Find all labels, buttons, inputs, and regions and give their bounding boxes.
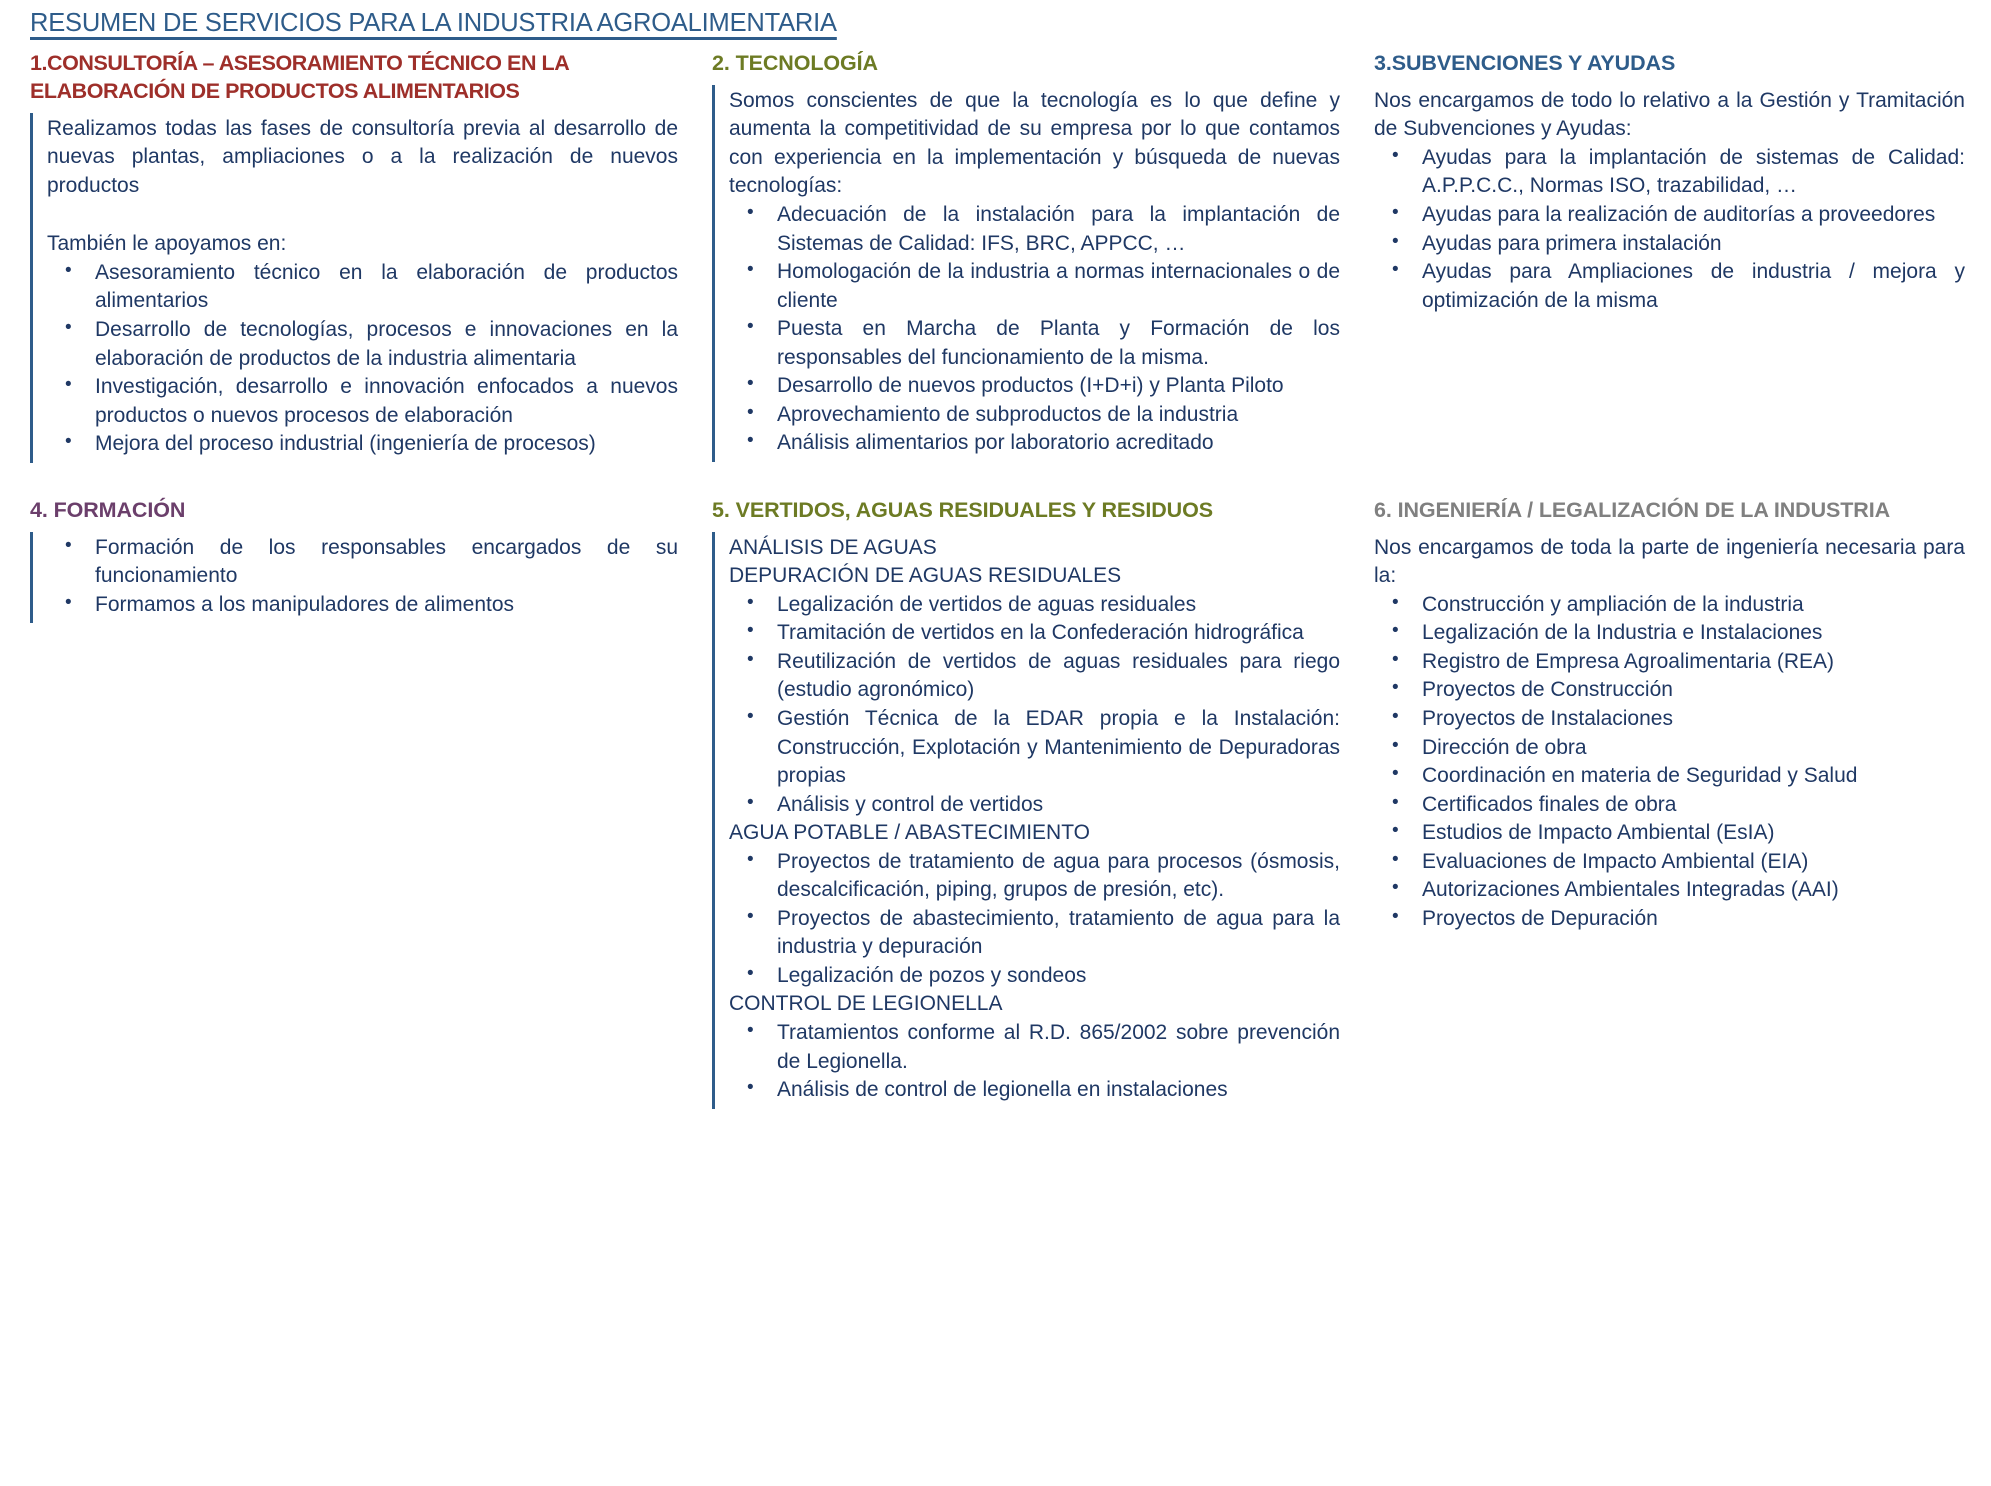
list-item: • Formación de los responsables encargados de su funcionamiento bbox=[47, 534, 678, 591]
list-item: • Certificados finales de obra bbox=[1374, 791, 1965, 820]
section-vertidos-body bbox=[712, 532, 1340, 1109]
list-item: • Proyectos de Depuración bbox=[1374, 905, 1965, 934]
section-vertidos-heading: 5. VERTIDOS, AGUAS RESIDUALES Y RESIDUOS bbox=[712, 497, 1213, 522]
list-item: • Legalización de la Industria e Instalaciones bbox=[1374, 619, 1965, 648]
section-tecnologia-list bbox=[729, 201, 1340, 458]
list-item: • Coordinación en materia de Seguridad y Salud bbox=[1374, 762, 1965, 791]
section-subvenciones-heading: 3.SUBVENCIONES Y AYUDAS bbox=[1374, 50, 1676, 75]
section-consultoria-leadin: También le apoyamos en: bbox=[47, 232, 287, 256]
list-item: • Gestión Técnica de la EDAR propia e la Instalación: Construcción, Explotación y Mantenimiento de Depuradoras propias bbox=[729, 705, 1340, 791]
list-item: • Análisis alimentarios por laboratorio acreditado bbox=[729, 429, 1340, 458]
list-item: • Dirección de obra bbox=[1374, 734, 1965, 763]
section-consultoria-body bbox=[30, 113, 678, 463]
section-subvenciones-body bbox=[1374, 85, 1965, 319]
list-item: • Puesta en Marcha de Planta y Formación de los responsables del funcionamiento de la misma. bbox=[729, 315, 1340, 372]
list-item: • Tratamientos conforme al R.D. 865/2002 sobre prevención de Legionella. bbox=[729, 1019, 1340, 1076]
section-formacion bbox=[30, 497, 696, 624]
list-item: • Evaluaciones de Impacto Ambiental (EIA) bbox=[1374, 848, 1965, 877]
section-vertidos-list-depuracion bbox=[729, 591, 1340, 819]
section-ingenieria-body bbox=[1374, 532, 1965, 938]
section-tecnologia-intro: Somos conscientes de que la tecnología es lo que define y aumenta la competitividad de su empresa por lo que contamos con experiencia en la implementación y búsqueda de nuevas tecnologías: bbox=[729, 88, 1340, 198]
section-tecnologia-body bbox=[712, 85, 1340, 462]
section-formacion-list bbox=[47, 534, 678, 620]
list-item: • Proyectos de Instalaciones bbox=[1374, 705, 1965, 734]
list-item: • Ayudas para Ampliaciones de industria / mejora y optimización de la misma bbox=[1374, 258, 1965, 315]
subheading-agua-potable: AGUA POTABLE / ABASTECIMIENTO bbox=[729, 821, 1090, 845]
section-vertidos bbox=[696, 497, 1356, 1109]
section-vertidos-list-legionella bbox=[729, 1019, 1340, 1105]
subheading-control-legionella: CONTROL DE LEGIONELLA bbox=[729, 992, 1003, 1016]
list-item: • Mejora del proceso industrial (ingeniería de procesos) bbox=[47, 430, 678, 459]
list-item: • Construcción y ampliación de la industria bbox=[1374, 591, 1965, 620]
section-consultoria-heading: 1.CONSULTORÍA – ASESORAMIENTO TÉCNICO EN LA ELABORACIÓN DE PRODUCTOS ALIMENTARIOS bbox=[30, 50, 569, 103]
list-item: • Investigación, desarrollo e innovación enfocados a nuevos productos o nuevos procesos de elaboración bbox=[47, 373, 678, 430]
list-item: • Desarrollo de nuevos productos (I+D+i) y Planta Piloto bbox=[729, 372, 1340, 401]
section-tecnologia-heading: 2. TECNOLOGÍA bbox=[712, 50, 878, 75]
list-item: • Análisis y control de vertidos bbox=[729, 791, 1340, 820]
list-item: • Ayudas para la implantación de sistemas de Calidad: A.P.P.C.C., Normas ISO, trazabilidad, … bbox=[1374, 144, 1965, 201]
list-item: • Proyectos de abastecimiento, tratamiento de agua para la industria y depuración bbox=[729, 905, 1340, 962]
section-subvenciones-intro: Nos encargamos de todo lo relativo a la Gestión y Tramitación de Subvenciones y Ayudas: bbox=[1374, 88, 1965, 141]
subheading-depuracion-aguas-residuales: DEPURACIÓN DE AGUAS RESIDUALES bbox=[729, 564, 1122, 588]
section-consultoria-intro: Realizamos todas las fases de consultoría previa al desarrollo de nuevas plantas, ampliaciones o a la realización de nuevos productos bbox=[47, 116, 678, 197]
list-item: • Ayudas para primera instalación bbox=[1374, 230, 1965, 259]
list-item: • Proyectos de tratamiento de agua para procesos (ósmosis, descalcificación, piping, grupos de presión, etc). bbox=[729, 848, 1340, 905]
section-ingenieria bbox=[1356, 497, 1965, 938]
services-band-bottom bbox=[30, 497, 1965, 1109]
list-item: • Legalización de pozos y sondeos bbox=[729, 962, 1340, 991]
list-item: • Formamos a los manipuladores de alimentos bbox=[47, 591, 678, 620]
list-item: • Desarrollo de tecnologías, procesos e innovaciones en la elaboración de productos de la industria alimentaria bbox=[47, 316, 678, 373]
section-subvenciones-list bbox=[1374, 144, 1965, 315]
list-item: • Autorizaciones Ambientales Integradas (AAI) bbox=[1374, 876, 1965, 905]
list-item: • Reutilización de vertidos de aguas residuales para riego (estudio agronómico) bbox=[729, 648, 1340, 705]
services-band-top bbox=[30, 50, 1965, 463]
list-item: • Registro de Empresa Agroalimentaria (REA) bbox=[1374, 648, 1965, 677]
section-tecnologia bbox=[696, 50, 1356, 462]
list-item: • Legalización de vertidos de aguas residuales bbox=[729, 591, 1340, 620]
section-vertidos-list-agua-potable bbox=[729, 848, 1340, 991]
section-ingenieria-list bbox=[1374, 591, 1965, 934]
section-subvenciones bbox=[1356, 50, 1965, 319]
list-item: • Proyectos de Construcción bbox=[1374, 676, 1965, 705]
list-item: • Ayudas para la realización de auditorías a proveedores bbox=[1374, 201, 1965, 230]
page-title: RESUMEN DE SERVICIOS PARA LA INDUSTRIA AGROALIMENTARIA bbox=[30, 9, 837, 37]
list-item: • Tramitación de vertidos en la Confederación hidrográfica bbox=[729, 619, 1340, 648]
list-item: • Estudios de Impacto Ambiental (EsIA) bbox=[1374, 819, 1965, 848]
subheading-analisis-de-aguas: ANÁLISIS DE AGUAS bbox=[729, 535, 937, 559]
section-consultoria bbox=[30, 50, 696, 463]
band-spacer bbox=[30, 463, 1965, 477]
list-item: • Análisis de control de legionella en instalaciones bbox=[729, 1076, 1340, 1105]
section-consultoria-list bbox=[47, 259, 678, 459]
list-item: • Asesoramiento técnico en la elaboración de productos alimentarios bbox=[47, 259, 678, 316]
list-item: • Homologación de la industria a normas internacionales o de cliente bbox=[729, 258, 1340, 315]
section-formacion-heading: 4. FORMACIÓN bbox=[30, 497, 186, 522]
section-formacion-body bbox=[30, 532, 678, 624]
section-ingenieria-heading: 6. INGENIERÍA / LEGALIZACIÓN DE LA INDUSTRIA bbox=[1374, 497, 1890, 522]
list-item: • Adecuación de la instalación para la implantación de Sistemas de Calidad: IFS, BRC, APPCC, … bbox=[729, 201, 1340, 258]
section-ingenieria-intro: Nos encargamos de toda la parte de ingeniería necesaria para la: bbox=[1374, 535, 1965, 588]
list-item: • Aprovechamiento de subproductos de la industria bbox=[729, 401, 1340, 430]
